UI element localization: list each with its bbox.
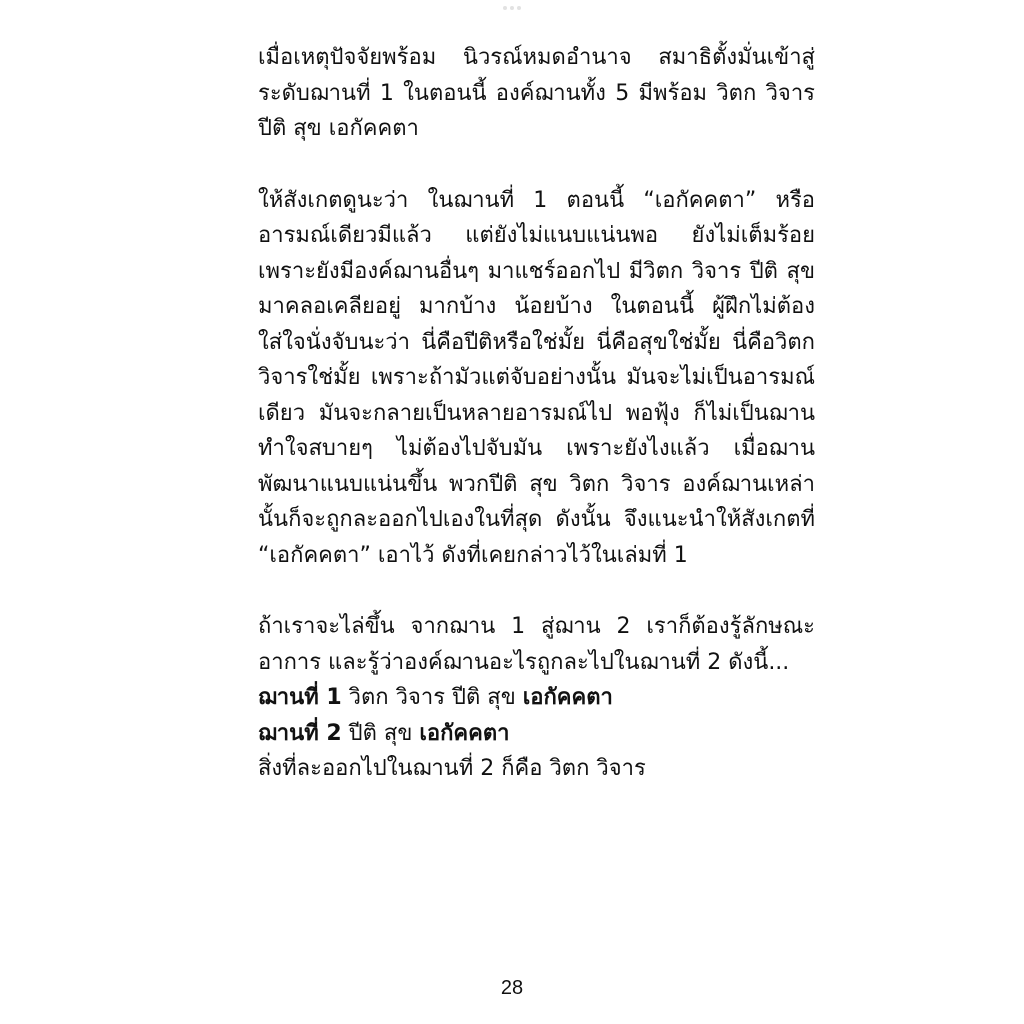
page-dot: [503, 6, 507, 10]
jhana-1-line: [258, 680, 815, 716]
jhana-2-label: ฌานที่ 2: [258, 720, 342, 746]
jhana-1-factors: วิตก วิจาร ปีติ สุข: [341, 685, 523, 710]
paragraph-observation: ให้สังเกตดูนะว่า ในฌานที่ 1 ตอนนี้ “เอกัคคตา” หรืออารมณ์เดียวมีแล้ว แต่ยังไม่แนบแน่นพอ ยังไม่เต็มร้อย เพราะยังมีองค์ฌานอื่นๆ มาแชร์ออกไป มีวิตก วิจาร ปีติ สุข มาคลอเคลียอยู่ มากบ้าง น้อยบ้าง ในตอนนี้ ผู้ฝึกไม่ต้องใส่ใจนั่งจับนะว่า นี่คือปีติหรือใช่มั้ย นี่คือสุขใช่มั้ย นี่คือวิตกวิจารใช่มั้ย เพราะถ้ามัวแต่จับอย่างนั้น มันจะไม่เป็นอารมณ์เดียว มันจะกลายเป็นหลายอารมณ์ไป พอฟุ้ง ก็ไม่เป็นฌาน ทำใจสบายๆ ไม่ต้องไปจับมัน เพราะยังไงแล้ว เมื่อฌานพัฒนาแนบแน่นขึ้น พวกปีติ สุข วิตก วิจาร องค์ฌานเหล่านั้นก็จะถูกละออกไปเองในที่สุด ดังนั้น จึงแนะนำให้สังเกตที่ “เอกัคคตา” เอาไว้ ดังที่เคยกล่าวไว้ในเล่มที่ 1: [258, 187, 815, 568]
conclusion-line: สิ่งที่ละออกไปในฌานที่ 2 ก็คือ วิตก วิจาร: [258, 756, 646, 781]
page-number: 28: [500, 977, 524, 999]
page-body: [258, 40, 815, 787]
jhana-1-label: ฌานที่ 1: [258, 685, 342, 710]
page-dot: [510, 6, 514, 10]
paragraph-intro: เมื่อเหตุปัจจัยพร้อม นิวรณ์หมดอำนาจ สมาธิตั้งมั่นเข้าสู่ระดับฌานที่ 1 ในตอนนี้ องค์ฌานทั้ง 5 มีพร้อม วิตก วิจาร ปีติ สุข เอกัคคตา: [258, 45, 815, 141]
page-indicator-dots: [500, 4, 524, 12]
jhana-2-factors: ปีติ สุข: [341, 720, 420, 746]
paragraph-transition: ถ้าเราจะไล่ขึ้น จากฌาน 1 สู่ฌาน 2 เราก็ต้องรู้ลักษณะอาการ และรู้ว่าองค์ฌานอะไรถูกละไปในฌานที่ 2 ดังนี้...: [258, 614, 815, 675]
jhana-1-emphasis: เอกัคคตา: [522, 685, 613, 710]
page-dot: [517, 6, 521, 10]
jhana-2-line: [258, 716, 815, 752]
jhana-2-emphasis: เอกัคคตา: [419, 720, 510, 746]
